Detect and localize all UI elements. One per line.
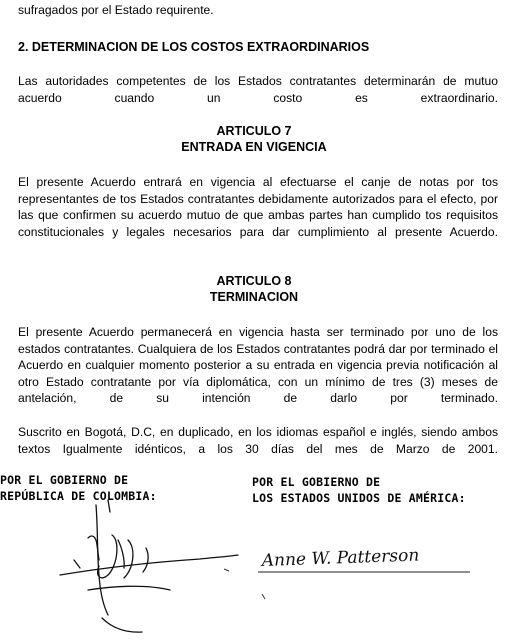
closing-text: Suscrito en Bogotá, D.C, en duplicado, en los idiomas español e inglés, siendo ambos textos Igualmente idénticos, a los 30 días del mes de Marzo de 2001. bbox=[18, 425, 498, 456]
article-7-number: ARTICULO 7 bbox=[216, 124, 292, 138]
colombia-signature-label: POR EL GOBIERNO DE REPÚBLICA DE COLOMBIA: bbox=[0, 473, 157, 503]
usa-signature-handwriting: Anne W. Patterson bbox=[261, 545, 420, 571]
usa-signature-label: POR EL GOBIERNO DE LOS ESTADOS UNIDOS DE AMÉRICA: bbox=[252, 475, 466, 505]
intro-fragment: sufragados por el Estado requirente. bbox=[18, 3, 214, 17]
article-8-text: El presente Acuerdo permanecerá en vigencia hasta ser terminado por uno de los estados contratantes. Cualquiera de los Estados contratantes podrá dar por terminado el Acuerdo en cualquier momento posterior a su entrada en vigencia previa notificación al otro Estado contratante por vía diplomática, con un mínimo de tres (3) meses de antelación, de su intención de darlo por terminado. bbox=[18, 325, 498, 406]
article-8-number: ARTICULO 8 bbox=[216, 274, 292, 288]
colombia-signature bbox=[60, 500, 238, 632]
section-2-heading: 2. DETERMINACION DE LOS COSTOS EXTRAORDINARIOS bbox=[18, 40, 370, 54]
signature-marks bbox=[224, 569, 265, 599]
usa-signature bbox=[258, 546, 470, 572]
article-7-text: El presente Acuerdo entrará en vigencia al efectuarse el canje de notas por tos representantes de tos Estados contratantes debidamente autorizados para el efecto, por las que confirmen su acuerdo mutuo de que ambas partes han cumplido tos requisitos constitucionales y legales necesarios para dar cumplimiento al presente Acuerdo. bbox=[18, 175, 498, 239]
article-7-title: ENTRADA EN VIGENCIA bbox=[181, 140, 327, 154]
section-2-text: Las autoridades competentes de los Estados contratantes determinarán de mutuo acuerdo cuando un costo es extraordinario. bbox=[18, 74, 498, 105]
article-8-title: TERMINACION bbox=[209, 290, 299, 304]
